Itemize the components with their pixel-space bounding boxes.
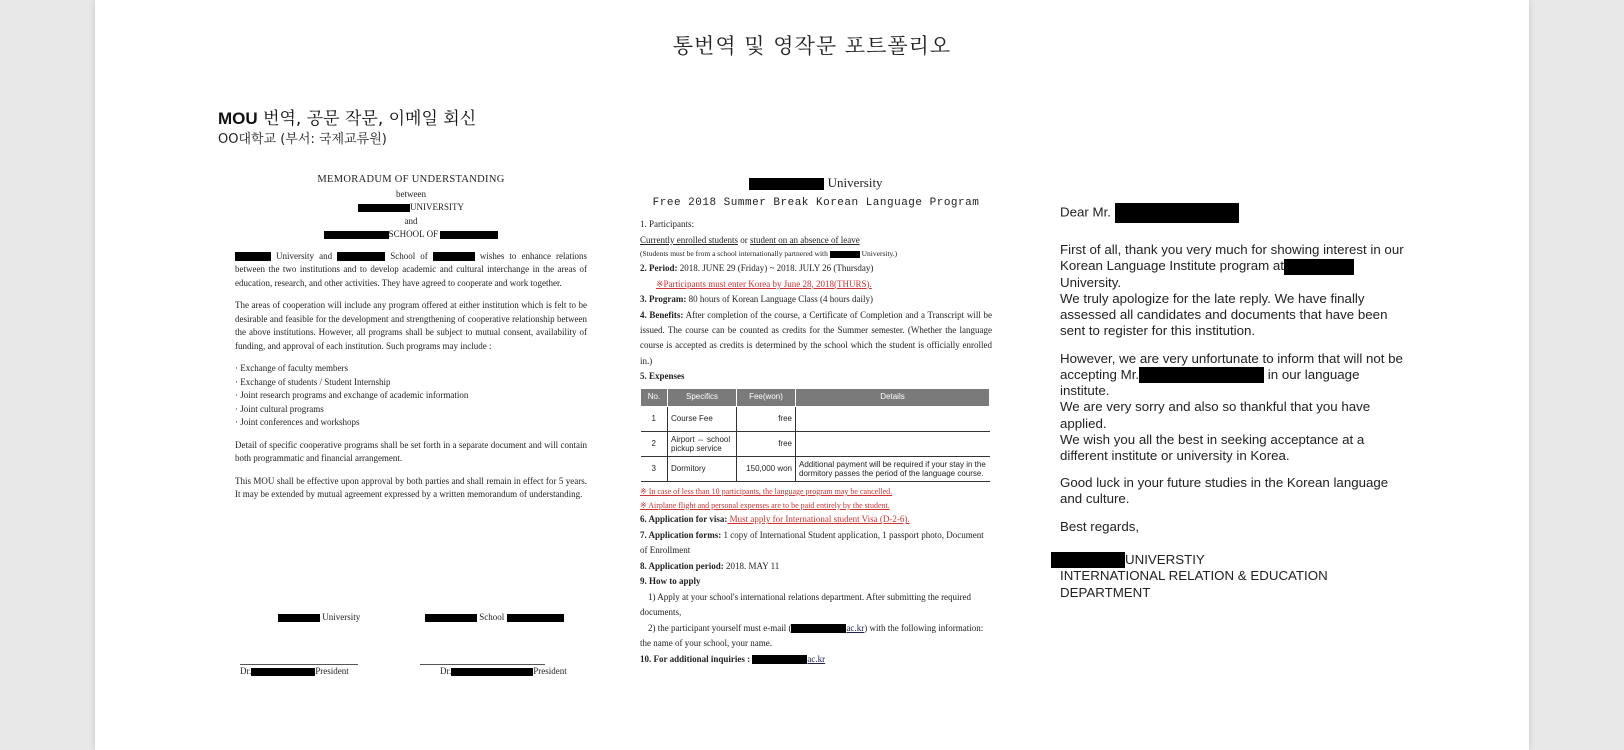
program-line xyxy=(640,292,992,307)
section-heading xyxy=(218,104,476,129)
mou-sign-president-1 xyxy=(240,666,349,676)
mou-sign-president-2 xyxy=(440,666,567,676)
mou-paragraph-1 xyxy=(235,250,587,291)
participants-note-a: (Students must be from a school internationally partnered with xyxy=(640,249,830,259)
benefits-value: After completion of the course, a Certificate of Completion and a Transcript will be issued. The course can be counted as credits for the Summer semester. (Whether the language course is accepted as credits is determined by the school which the student is officially enrolled in.) xyxy=(640,309,992,366)
mou-university-line xyxy=(235,201,587,215)
table-header: Details xyxy=(796,388,990,406)
president-text: President xyxy=(315,666,349,676)
period-value: 2018. JUNE 29 (Friday) ~ 2018. JULY 26 (Thursday) xyxy=(677,263,874,274)
app-period-label: 8. Application period: xyxy=(640,560,724,571)
letter-paragraph-1 xyxy=(1060,242,1410,340)
letter-greeting xyxy=(1060,203,1410,223)
expense-note-2: ※ Airplane flight and personal expenses are to be paid entirely by the student. xyxy=(640,500,890,510)
participants-line xyxy=(640,233,992,248)
expenses-label-text: 5. Expenses xyxy=(640,371,685,382)
redaction-block xyxy=(440,231,498,240)
program-value: 80 hours of Korean Language Class (4 hours daily) xyxy=(686,294,874,305)
dr-text: Dr. xyxy=(440,666,452,676)
inquiries-label: 10. For additional inquiries : xyxy=(640,653,751,664)
mou-sign-university-text: University xyxy=(322,612,361,622)
letter-p2-b: in our language institute. xyxy=(1060,366,1360,399)
table-header: Specifics xyxy=(668,388,737,406)
app-period-value: 2018. MAY 11 xyxy=(723,560,780,571)
participants-or: or xyxy=(737,234,750,245)
list-item: · Joint cultural programs xyxy=(235,403,324,414)
inquiries-email-link[interactable]: ac.kr xyxy=(807,653,826,664)
how-step-2 xyxy=(640,621,992,652)
redaction-block xyxy=(358,204,410,213)
redaction-block xyxy=(1139,367,1264,383)
redaction-block xyxy=(752,655,807,664)
mou-paragraph-2: The areas of cooperation will include any program offered at either institution which is felt to be desirable and feasible for the development and strengthening of cooperative relationship between the above institutions. However, all programs shall be subject to mutual consent, availability of funding, and approval of each institution. Such programs may include : xyxy=(235,300,587,351)
letter-p2-a: However, we are very unfortunate to inform that will not be accepting Mr. xyxy=(1060,350,1403,382)
mou-paragraph-3: Detail of specific cooperative programs shall be set forth in a separate document and will contain both programmatic and financial arrangement. xyxy=(235,439,587,464)
page-title: 통번역 및 영작문 포트폴리오 xyxy=(672,34,952,58)
letter-paragraph-3: Good luck in your future studies in the Korean language and culture. xyxy=(1060,475,1389,507)
benefits-line xyxy=(640,308,992,370)
participants-label: 1. Participants: xyxy=(640,219,694,230)
how-label-text: 9. How to apply xyxy=(640,576,701,587)
forms-value: 1 copy of International Student application, 1 passport photo, Document of Enrollment xyxy=(640,529,984,556)
mou-document xyxy=(235,172,587,511)
list-item: · Exchange of students / Student Internship xyxy=(235,376,391,387)
how-label xyxy=(640,574,992,589)
letter-signature-2: INTERNATIONAL RELATION & EDUCATION DEPARTMENT xyxy=(1060,568,1328,600)
mou-p1-text-b: School of xyxy=(385,250,433,261)
program-notice xyxy=(640,172,992,667)
reply-letter xyxy=(1060,203,1410,601)
visa-line xyxy=(640,512,992,527)
table-cell: Course Fee xyxy=(668,406,737,431)
participants-b: student on an absence of leave xyxy=(749,234,860,245)
redaction-block xyxy=(1115,203,1239,223)
letter-sig-university: UNIVERSTIY xyxy=(1125,551,1205,567)
period-note: ※Participants must enter Korea by June 28, 2018(THURS). xyxy=(656,278,872,289)
letter-paragraph-2 xyxy=(1060,351,1410,465)
mou-paragraph-4: This MOU shall be effective upon approval by both parties and shall remain in effect for 5 years. It may be extended by mutual agreement expressed by a written memorandum of understanding. xyxy=(235,475,587,500)
redaction-block xyxy=(830,251,860,258)
letter-signature-1 xyxy=(1051,552,1410,568)
mou-sign-university xyxy=(278,612,360,622)
letter-p2-d: We wish you all the best in seeking acceptance at a different institute or university in Korea. xyxy=(1060,431,1365,463)
program-label: 3. Program: xyxy=(640,294,687,305)
mou-and: and xyxy=(404,215,418,226)
list-item: · Exchange of faculty members xyxy=(235,363,348,374)
letter-p1-b: University. xyxy=(1060,274,1122,290)
list-item: · Joint research programs and exchange of academic information xyxy=(235,390,469,401)
how2-text-b: ) with the following information: the name of your school, your name. xyxy=(640,622,984,649)
app-period-line xyxy=(640,559,992,574)
table-cell: free xyxy=(737,431,796,456)
redaction-block xyxy=(451,668,533,677)
letter-p1-c: We truly apologize for the late reply. We have finally assessed all candidates and documents that have been sent to register for this institution. xyxy=(1060,290,1388,339)
table-cell: 150,000 won xyxy=(737,456,796,481)
document-page xyxy=(95,0,1529,750)
how-step-1: 1) Apply at your school's international relations department. After submitting the required documents, xyxy=(640,591,972,618)
mou-sign-school-text: School xyxy=(479,612,505,622)
program-university xyxy=(640,172,992,194)
email-link[interactable]: ac.kr xyxy=(846,622,865,633)
program-university-text: University xyxy=(827,175,883,190)
table-cell xyxy=(796,431,990,456)
redaction-block xyxy=(433,252,475,261)
period-line xyxy=(640,261,992,276)
mou-p1-text-a: University and xyxy=(271,250,338,261)
greeting-text: Dear Mr. xyxy=(1060,204,1111,220)
list-item: · Joint conferences and workshops xyxy=(235,417,360,428)
mou-p1-text-c: wishes to enhance relations between the two institutions and to develop academic and cultural interchange in the areas of education, research, and other activities. They have agreed to cooperate and work together. xyxy=(235,250,588,288)
redaction-block xyxy=(324,231,389,240)
benefits-label: 4. Benefits: xyxy=(640,309,684,320)
redaction-block xyxy=(251,668,315,677)
mou-sign-school xyxy=(425,612,564,622)
expense-note-1: ※ In case of less than 10 participants, the language program may be cancelled. xyxy=(640,486,893,496)
expenses-label xyxy=(640,369,992,384)
forms-label: 7. Application forms: xyxy=(640,529,722,540)
participants-note xyxy=(640,248,992,261)
table-cell: Airport ⇔ school pickup service xyxy=(668,431,737,456)
table-cell: Additional payment will be required if your stay in the dormitory passes the period of the language course. xyxy=(796,456,990,481)
dr-text: Dr. xyxy=(240,666,252,676)
section-heading-bold: MOU xyxy=(218,109,258,128)
section-heading-text: 번역, 공문 작문, 이메일 회신 xyxy=(257,109,477,129)
participants-note-b: University.) xyxy=(859,249,898,259)
mou-school-line xyxy=(235,228,587,242)
mou-title: MEMORADUM OF UNDERSTANDING xyxy=(317,174,505,185)
mou-between: between xyxy=(396,188,426,199)
forms-line xyxy=(640,528,992,559)
table-header: No. xyxy=(641,388,668,406)
table-cell: 2 xyxy=(641,431,668,456)
participants-a: Currently enrolled students xyxy=(640,234,738,245)
inquiries-line xyxy=(640,652,992,667)
president-text: President xyxy=(533,666,567,676)
period-label: 2. Period: xyxy=(640,263,678,274)
table-row xyxy=(641,431,990,456)
section-subheading: OO대학교 (부서: 국제교류원) xyxy=(218,132,387,147)
redaction-block xyxy=(1051,552,1125,568)
redaction-block xyxy=(507,614,564,623)
visa-label: 6. Application for visa: xyxy=(640,514,728,525)
redaction-block xyxy=(278,614,320,623)
program-title: Free 2018 Summer Break Korean Language Program xyxy=(652,197,980,210)
mou-cooperation-list xyxy=(235,362,587,430)
table-cell: 1 xyxy=(641,406,668,431)
letter-p2-c: We are very sorry and also so thankful that you have applied. xyxy=(1060,399,1371,431)
table-cell: 3 xyxy=(641,456,668,481)
how2-text-a: 2) the participant yourself must e-mail ( xyxy=(648,622,792,633)
table-row xyxy=(641,406,990,431)
table-cell: Dormitory xyxy=(668,456,737,481)
table-cell xyxy=(796,406,990,431)
redaction-block xyxy=(425,614,477,623)
redaction-block xyxy=(791,624,846,633)
table-header: Fee(won) xyxy=(737,388,796,406)
mou-university-text: UNIVERSITY xyxy=(410,202,464,213)
expenses-table xyxy=(640,388,990,482)
table-header-row xyxy=(641,388,990,406)
table-cell: free xyxy=(737,406,796,431)
table-row xyxy=(641,456,990,481)
redaction-block xyxy=(337,252,385,261)
redaction-block xyxy=(749,178,824,190)
redaction-block xyxy=(235,252,271,261)
letter-closing: Best regards, xyxy=(1060,518,1140,534)
signature-line xyxy=(240,664,358,665)
signature-line xyxy=(420,664,545,665)
mou-school-text: SCHOOL OF xyxy=(388,229,439,240)
letter-p1-a: First of all, thank you very much for showing interest in our Korean Language Institute program at xyxy=(1060,242,1404,274)
redaction-block xyxy=(1284,259,1354,275)
visa-value: Must apply for International student Visa (D-2-6). xyxy=(727,514,910,525)
